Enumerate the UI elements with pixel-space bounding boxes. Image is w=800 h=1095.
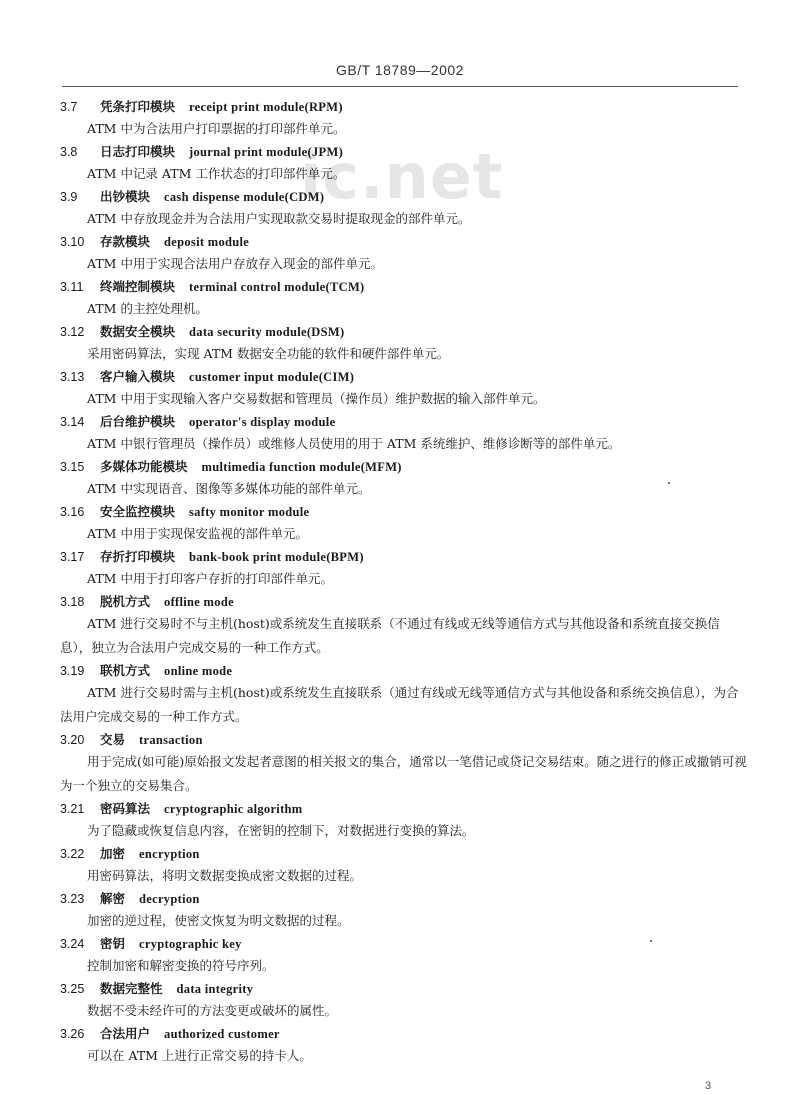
term-definition: ATM 中用于打印客户存折的打印部件单元。 <box>87 571 333 586</box>
term-chinese: 客户输入模块 <box>100 369 176 384</box>
term-heading <box>60 591 750 612</box>
term-english: journal print module(JPM) <box>189 145 344 159</box>
term-english: transaction <box>139 733 203 747</box>
term-chinese: 密钥 <box>100 936 126 951</box>
term-heading <box>60 1023 750 1044</box>
term-chinese: 解密 <box>100 891 126 906</box>
term-english: encryption <box>139 847 200 861</box>
term-english: bank-book print module(BPM) <box>189 550 364 564</box>
term-heading <box>60 798 750 819</box>
term-number: 3.25 <box>60 982 85 996</box>
term-number: 3.11 <box>60 280 84 294</box>
term-3-23 <box>60 888 750 933</box>
term-definition: 用密码算法，将明文数据变换成密文数据的过程。 <box>87 868 363 883</box>
term-number: 3.20 <box>60 733 85 747</box>
term-english: data security module(DSM) <box>189 325 345 339</box>
term-heading <box>60 888 750 909</box>
term-number: 3.17 <box>60 550 85 564</box>
term-english: authorized customer <box>164 1027 280 1041</box>
term-definition: 加密的逆过程，使密文恢复为明文数据的过程。 <box>87 913 350 928</box>
term-number: 3.9 <box>60 190 78 204</box>
term-number: 3.12 <box>60 325 85 339</box>
term-3-17 <box>60 546 750 591</box>
term-3-25 <box>60 978 750 1023</box>
term-number: 3.23 <box>60 892 85 906</box>
terms-list <box>60 96 750 1068</box>
term-definition: 采用密码算法，实现 ATM 数据安全功能的软件和硬件部件单元。 <box>87 346 450 361</box>
scan-speck <box>668 482 670 484</box>
term-chinese: 多媒体功能模块 <box>100 459 188 474</box>
term-heading <box>60 411 750 432</box>
term-chinese: 凭条打印模块 <box>100 99 176 114</box>
term-3-12 <box>60 321 750 366</box>
term-definition: 用于完成(如可能)原始报文发起者意图的相关报文的集合，通常以一笔借记或贷记交易结束。随之进行的修正或撤销可视为一个独立的交易集合。 <box>60 754 747 793</box>
term-3-8 <box>60 141 750 186</box>
term-definition: ATM 中为合法用户打印票据的打印部件单元。 <box>87 121 346 136</box>
term-number: 3.18 <box>60 595 85 609</box>
term-number: 3.14 <box>60 415 85 429</box>
term-definition: 可以在 ATM 上进行正常交易的持卡人。 <box>87 1048 312 1063</box>
term-heading <box>60 276 750 297</box>
term-english: cryptographic algorithm <box>164 802 303 816</box>
term-english: safty monitor module <box>189 505 310 519</box>
term-3-15 <box>60 456 750 501</box>
term-chinese: 加密 <box>100 846 126 861</box>
term-definition: 控制加密和解密变换的符号序列。 <box>87 958 275 973</box>
term-definition: 为了隐藏或恢复信息内容，在密钥的控制下，对数据进行变换的算法。 <box>87 823 475 838</box>
term-3-7 <box>60 96 750 141</box>
term-number: 3.26 <box>60 1027 85 1041</box>
term-heading <box>60 546 750 567</box>
term-number: 3.16 <box>60 505 85 519</box>
term-chinese: 安全监控模块 <box>100 504 176 519</box>
term-3-16 <box>60 501 750 546</box>
term-definition: ATM 中用于实现保安监视的部件单元。 <box>87 526 308 541</box>
term-chinese: 存折打印模块 <box>100 549 176 564</box>
term-3-22 <box>60 843 750 888</box>
term-3-21 <box>60 798 750 843</box>
term-heading <box>60 456 750 477</box>
term-heading <box>60 660 750 681</box>
term-definition: ATM 中银行管理员（操作员）或维修人员使用的用于 ATM 系统维护、维修诊断等的部件单元。 <box>87 436 621 451</box>
term-english: multimedia function module(MFM) <box>201 460 402 474</box>
term-number: 3.13 <box>60 370 85 384</box>
term-definition: ATM 进行交易时需与主机(host)或系统发生直接联系（通过有线或无线等通信方式与其他设备和系统交换信息），为合法用户完成交易的一种工作方式。 <box>60 685 739 724</box>
term-heading <box>60 933 750 954</box>
term-chinese: 交易 <box>100 732 126 747</box>
scan-speck <box>650 940 652 942</box>
term-chinese: 数据安全模块 <box>100 324 176 339</box>
term-chinese: 密码算法 <box>100 801 151 816</box>
term-chinese: 出钞模块 <box>100 189 151 204</box>
term-definition: ATM 中记录 ATM 工作状态的打印部件单元。 <box>87 166 346 181</box>
term-number: 3.8 <box>60 145 78 159</box>
term-3-11 <box>60 276 750 321</box>
term-number: 3.24 <box>60 937 85 951</box>
term-definition: ATM 进行交易时不与主机(host)或系统发生直接联系（不通过有线或无线等通信方式与其他设备和系统直接交换信息），独立为合法用户完成交易的一种工作方式。 <box>60 616 720 655</box>
term-heading <box>60 231 750 252</box>
term-definition: ATM 中用于实现输入客户交易数据和管理员（操作员）维护数据的输入部件单元。 <box>87 391 546 406</box>
term-definition: ATM 中实现语音、图像等多媒体功能的部件单元。 <box>87 481 371 496</box>
term-chinese: 终端控制模块 <box>100 279 176 294</box>
term-3-18 <box>60 591 750 660</box>
term-number: 3.10 <box>60 235 85 249</box>
term-chinese: 联机方式 <box>100 663 151 678</box>
term-3-20 <box>60 729 750 798</box>
term-heading <box>60 501 750 522</box>
term-heading <box>60 843 750 864</box>
term-english: offline mode <box>164 595 234 609</box>
term-3-13 <box>60 366 750 411</box>
term-number: 3.21 <box>60 802 85 816</box>
term-english: customer input module(CIM) <box>189 370 355 384</box>
term-3-14 <box>60 411 750 456</box>
term-heading <box>60 141 750 162</box>
term-definition: ATM 的主控处理机。 <box>87 301 208 316</box>
term-english: data integrity <box>176 982 254 996</box>
term-heading <box>60 366 750 387</box>
term-english: online mode <box>164 664 233 678</box>
term-3-10 <box>60 231 750 276</box>
term-english: cash dispense module(CDM) <box>164 190 325 204</box>
term-english: decryption <box>139 892 200 906</box>
term-definition: ATM 中存放现金并为合法用户实现取款交易时提取现金的部件单元。 <box>87 211 471 226</box>
term-chinese: 数据完整性 <box>100 981 163 996</box>
term-english: deposit module <box>164 235 250 249</box>
term-english: cryptographic key <box>139 937 242 951</box>
term-heading <box>60 978 750 999</box>
term-number: 3.7 <box>60 100 78 114</box>
header-rule <box>62 86 738 87</box>
page-number: 3 <box>705 1080 712 1092</box>
standard-number-header: GB/T 18789—2002 <box>336 62 464 78</box>
term-number: 3.19 <box>60 664 85 678</box>
term-heading <box>60 729 750 750</box>
term-chinese: 后台维护模块 <box>100 414 176 429</box>
term-chinese: 存款模块 <box>100 234 151 249</box>
term-chinese: 脱机方式 <box>100 594 151 609</box>
term-heading <box>60 186 750 207</box>
term-definition: ATM 中用于实现合法用户存放存入现金的部件单元。 <box>87 256 383 271</box>
term-english: receipt print module(RPM) <box>189 100 343 114</box>
term-heading <box>60 321 750 342</box>
term-english: terminal control module(TCM) <box>189 280 365 294</box>
term-chinese: 日志打印模块 <box>100 144 176 159</box>
term-3-24 <box>60 933 750 978</box>
term-heading <box>60 96 750 117</box>
term-3-9 <box>60 186 750 231</box>
watermark: ic.net <box>300 140 504 213</box>
term-number: 3.22 <box>60 847 85 861</box>
term-chinese: 合法用户 <box>100 1026 151 1041</box>
term-3-26 <box>60 1023 750 1068</box>
term-definition: 数据不受未经许可的方法变更或破坏的属性。 <box>87 1003 338 1018</box>
term-english: operator's display module <box>189 415 336 429</box>
term-3-19 <box>60 660 750 729</box>
term-number: 3.15 <box>60 460 85 474</box>
